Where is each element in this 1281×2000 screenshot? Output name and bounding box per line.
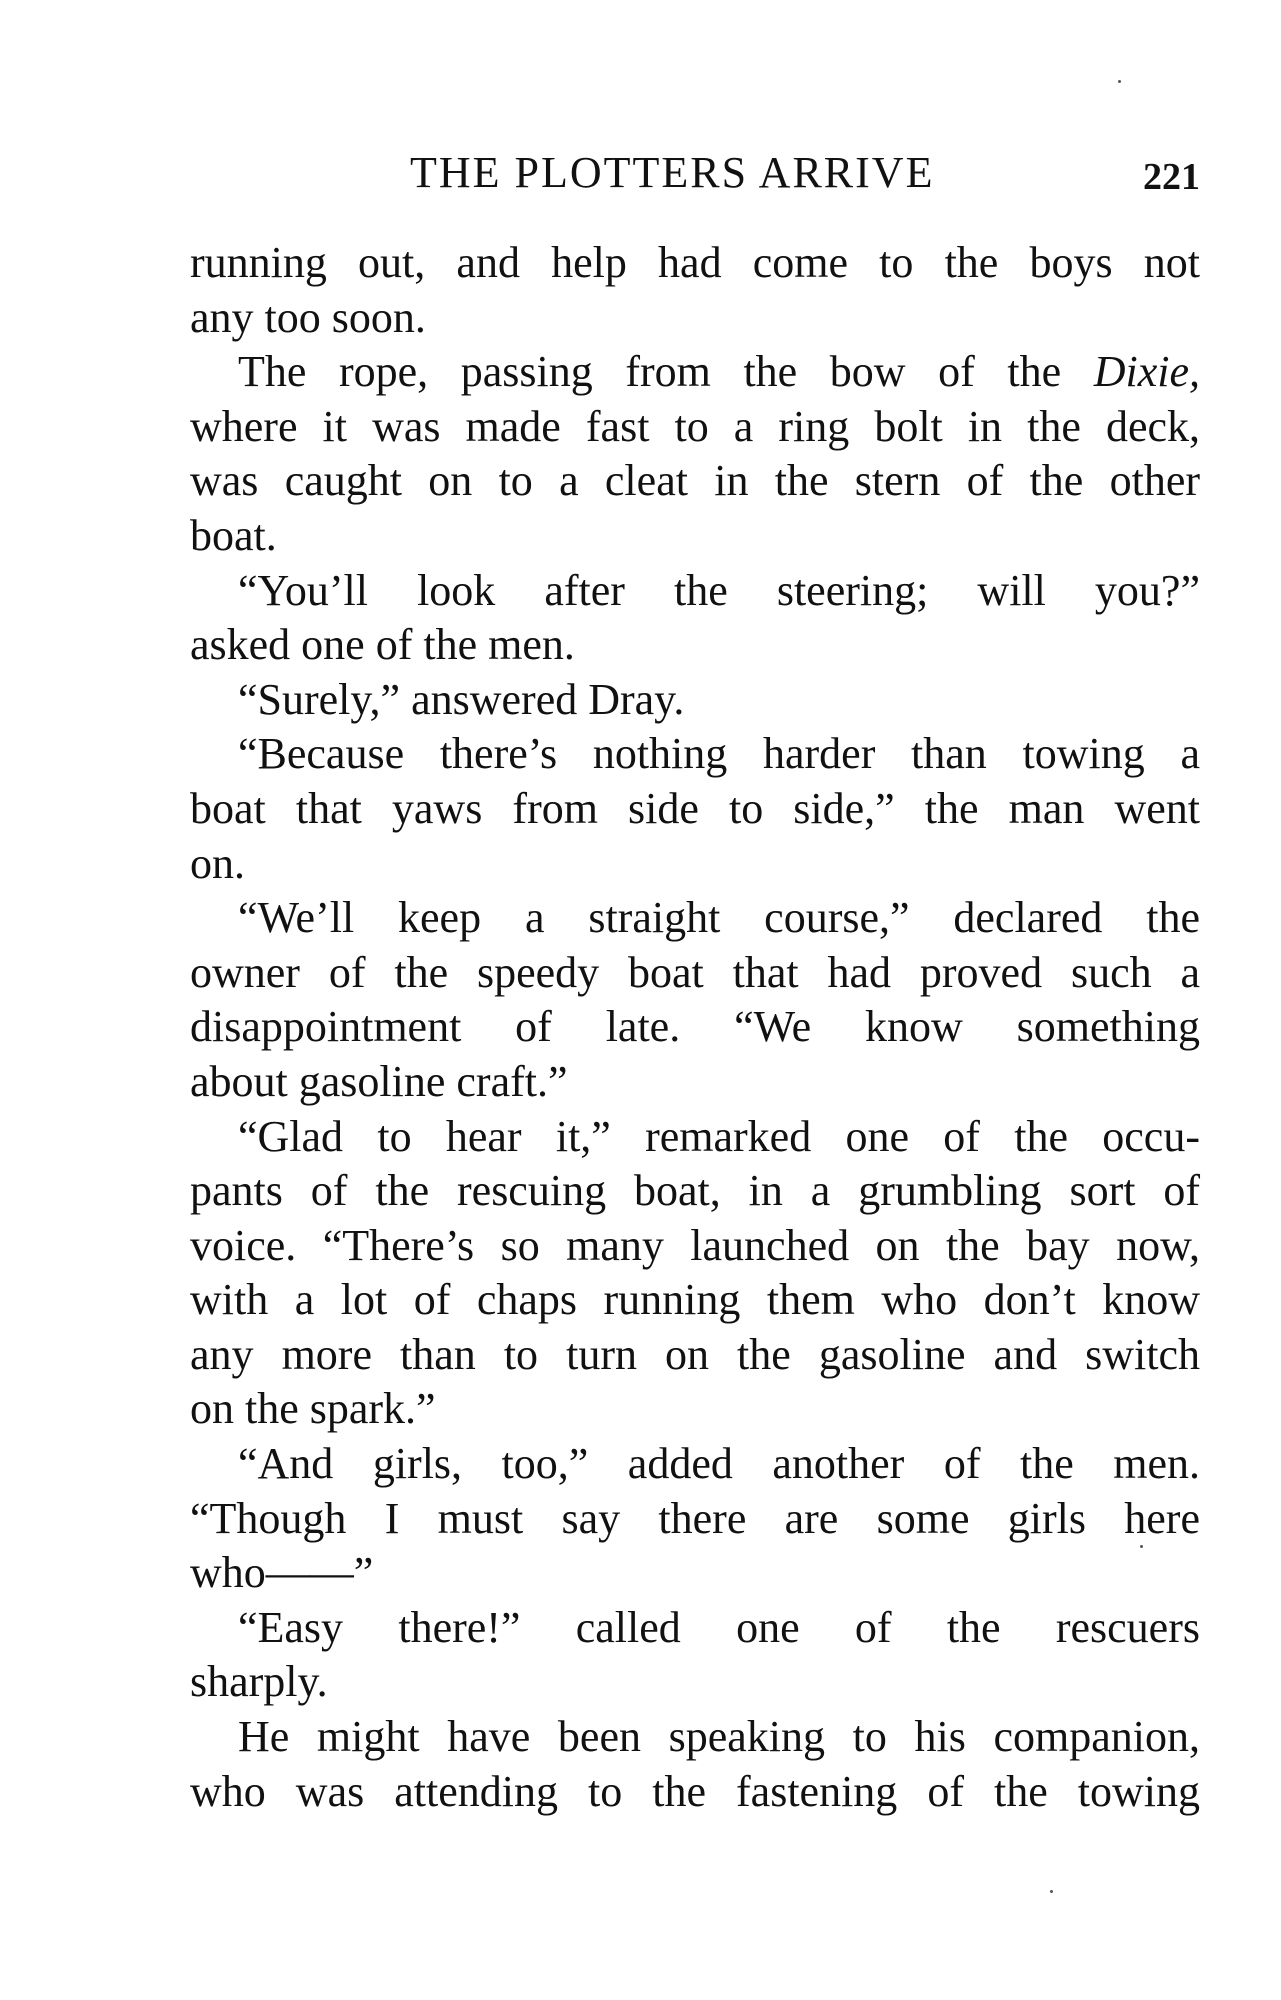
text-line [190,1000,1200,1055]
text-line [190,1164,1200,1219]
text-line-content: “We’ll keep a straight course,” declared the [238,893,1200,943]
text-line-content: voice. “There’s so many launched on the bay now, [190,1220,1200,1270]
text-line-content: on. [190,838,245,888]
text-line [190,1219,1200,1274]
text-line-content: boat. [190,510,277,560]
paper-speck [1050,1890,1053,1893]
text-line-content: pants of the rescuing boat, in a grumbling sort of [190,1166,1200,1216]
text-line [190,1546,1200,1601]
text-line-content: asked one of the men. [190,620,575,670]
text-line-content: “Because there’s nothing harder than towing a [238,729,1200,779]
text-line-content: “Glad to hear it,” remarked one of the occu- [238,1111,1200,1161]
text-line-content: any more than to turn on the gasoline and switch [190,1329,1200,1379]
text-line [190,454,1200,509]
text-line-content: who——” [190,1548,374,1598]
text-line-content: any too soon. [190,292,426,342]
text-line-content: on the spark.” [190,1384,436,1434]
text-line [190,564,1200,619]
text-line [190,782,1200,837]
text-line-content: who was attending to the fastening of the towing [190,1766,1200,1816]
italic-text: Dixie, [1093,347,1200,397]
page-number: 221 [1143,156,1200,198]
text-line [190,1382,1200,1437]
text-line [190,673,1200,728]
text-line-content: “Surely,” answered Dray. [238,674,685,724]
text-line [190,1492,1200,1547]
text-line-content: where it was made fast to a ring bolt in the deck, [190,401,1200,451]
text-line [190,1328,1200,1383]
text-line [190,1110,1200,1165]
text-line [190,1655,1200,1710]
text-line [190,1601,1200,1656]
text-line [190,1273,1200,1328]
text-line-content: sharply. [190,1657,328,1707]
running-head [190,148,1200,198]
text-line [190,727,1200,782]
text-line [190,509,1200,564]
text-line [190,1765,1200,1820]
text-line-content: boat that yaws from side to side,” the man went [190,783,1200,833]
text-line-content: was caught on to a cleat in the stern of the other [190,456,1200,506]
text-line [190,1710,1200,1765]
running-title: THE PLOTTERS ARRIVE [410,148,935,197]
text-line [190,291,1200,346]
text-line [190,1055,1200,1110]
text-line-content: owner of the speedy boat that had proved such a [190,947,1200,997]
text-line [190,618,1200,673]
text-line-content: The rope, passing from the bow of the [238,347,1094,397]
text-line [190,1437,1200,1492]
body-text [190,236,1200,1819]
paper-speck [1140,1545,1143,1548]
text-line-content: running out, and help had come to the boys not [190,238,1200,287]
text-line [190,400,1200,455]
text-line [190,236,1200,291]
text-line-content: disappointment of late. “We know something [190,1002,1200,1052]
text-line [190,946,1200,1001]
paper-speck [1118,80,1121,83]
text-line [190,837,1200,892]
text-line-content: “You’ll look after the steering; will you?” [238,565,1200,615]
text-line-content: with a lot of chaps running them who don’t know [190,1275,1200,1325]
text-line [190,345,1200,400]
text-line [190,891,1200,946]
text-line-content: He might have been speaking to his companion, [238,1712,1200,1762]
text-line-content: “Though I must say there are some girls here [190,1493,1200,1543]
text-line-content: “Easy there!” called one of the rescuers [238,1602,1200,1652]
text-line-content: “And girls, too,” added another of the men. [238,1439,1200,1489]
text-line-content: about gasoline craft.” [190,1056,568,1106]
